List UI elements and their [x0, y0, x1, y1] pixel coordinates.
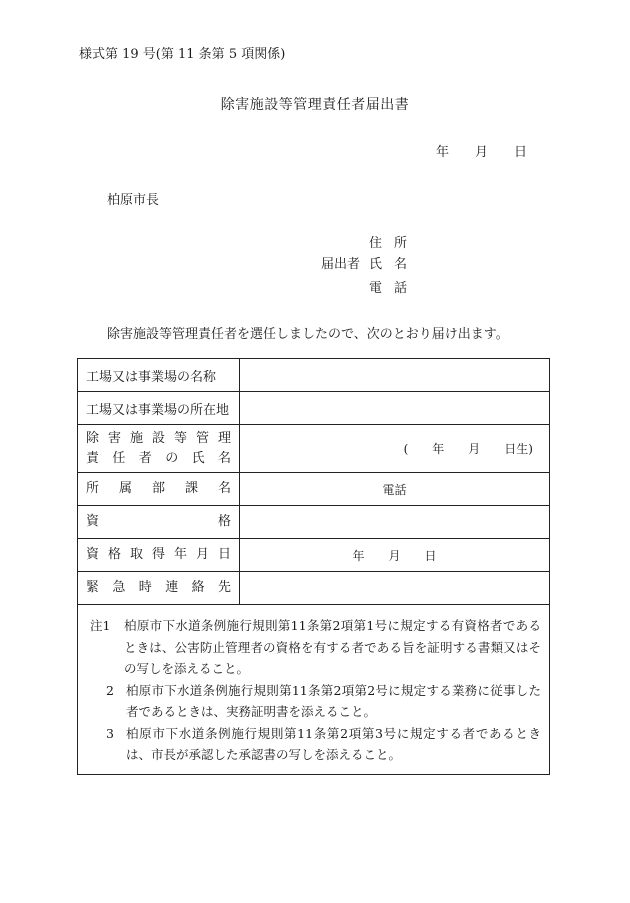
qualification-field[interactable] [240, 506, 550, 539]
facility-name-field[interactable] [240, 359, 550, 392]
acquired-date-field[interactable] [240, 539, 550, 572]
acquired-date-label: 資格取得年月日 [78, 539, 240, 572]
notes-section [78, 605, 550, 775]
date-line [436, 141, 527, 160]
date-day-label: 日 [514, 145, 528, 160]
table-row [78, 539, 550, 572]
table-row [78, 473, 550, 506]
table-row [78, 425, 550, 473]
table-row [78, 359, 550, 392]
table-row [78, 506, 550, 539]
reporter-phone-label: 電 話 [369, 281, 407, 296]
qualification-label: 資格 [78, 506, 240, 539]
table-row [78, 572, 550, 605]
addressee: 柏原市長 [107, 193, 160, 208]
department-phone-label: 電話 [382, 482, 407, 497]
manager-label-line1: 除害施設等管理 [86, 430, 231, 446]
date-year-label: 年 [436, 145, 450, 160]
birth-date-note: ( 年 月 日生) [403, 442, 533, 456]
emergency-contact-label: 緊急時連絡先 [78, 572, 240, 605]
acquired-date-value: 年 月 日 [352, 548, 437, 563]
note-item [86, 680, 541, 723]
table-row [78, 605, 550, 775]
manager-name-label [78, 425, 240, 473]
note-item [86, 615, 541, 680]
facility-location-field[interactable] [240, 392, 550, 425]
document-title: 除害施設等管理責任者届出書 [220, 97, 410, 113]
note-number: 3 [106, 725, 114, 741]
reporter-prefix: 届出者 [321, 257, 361, 272]
note-text: 柏原市下水道条例施行規則第11条第2項第3号に規定する者であるときは、市長が承認した承認書の写しを添えること。 [126, 725, 541, 762]
facility-name-label: 工場又は事業場の名称 [78, 359, 240, 392]
note-number: 2 [106, 682, 114, 698]
note-item [86, 723, 541, 766]
reporter-name-label: 氏 名 [369, 257, 407, 272]
reporter-address-label: 住 所 [369, 236, 407, 251]
note-number: 注1 [90, 618, 111, 633]
department-field[interactable] [240, 473, 550, 506]
note-text: 柏原市下水道条例施行規則第11条第2項第2号に規定する業務に従事した者であるときは、実務証明書を添えること。 [126, 682, 541, 719]
department-label: 所属部課名 [78, 473, 240, 506]
facility-location-label: 工場又は事業場の所在地 [78, 392, 240, 425]
manager-name-field[interactable] [240, 425, 550, 473]
form-table [77, 358, 550, 775]
form-number: 様式第 19 号(第 11 条第 5 項関係) [79, 47, 286, 62]
table-row [78, 392, 550, 425]
date-month-label: 月 [475, 145, 489, 160]
note-text: 柏原市下水道条例施行規則第11条第2項第1号に規定する有資格者であるときは、公害防止管理者の資格を有する者である旨を証明する書類又はその写しを添えること。 [124, 618, 541, 676]
manager-label-line2: 責任者の氏名 [86, 450, 231, 466]
intro-text: 除害施設等管理責任者を選任しましたので、次のとおり届け出ます。 [107, 327, 509, 342]
emergency-contact-field[interactable] [240, 572, 550, 605]
